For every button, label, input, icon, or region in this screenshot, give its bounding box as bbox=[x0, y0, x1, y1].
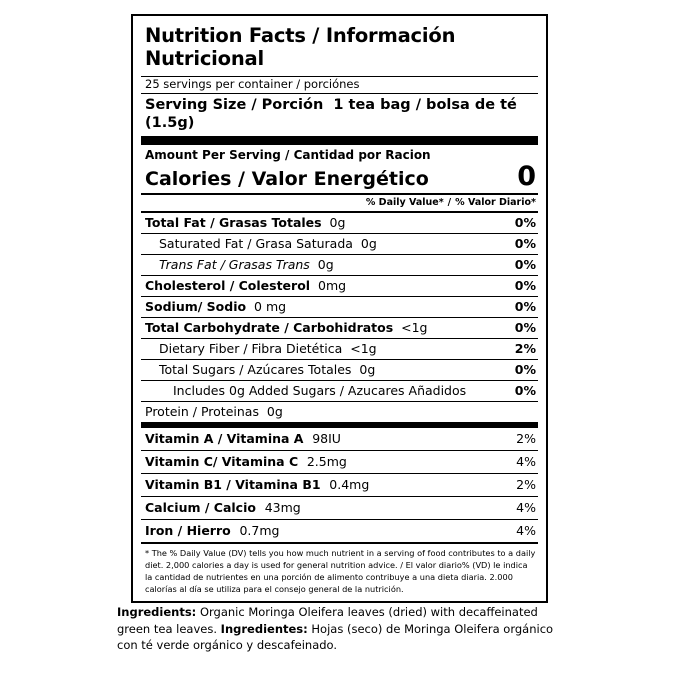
nutrient-amount: 0g bbox=[329, 215, 346, 231]
nutrient-name bbox=[145, 320, 507, 335]
ingredients-label-en: Ingredients: bbox=[117, 605, 197, 619]
nutrient-row bbox=[141, 255, 538, 275]
nutrient-amount: <1g bbox=[401, 320, 428, 336]
nutrient-name bbox=[145, 215, 507, 230]
daily-value-header-en bbox=[366, 198, 444, 209]
vitamin-amount: 0.4mg bbox=[329, 477, 370, 493]
nutrient-label: Trans Fat / Grasas Trans bbox=[159, 257, 310, 273]
nutrient-name bbox=[173, 383, 507, 398]
nutrient-label: Includes 0g Added Sugars / Azucares Añadidos bbox=[173, 383, 467, 399]
nutrient-amount: <1g bbox=[350, 341, 377, 357]
vitamin-pct: 4% bbox=[516, 454, 536, 470]
nutrient-label: Total Carbohydrate / Carbohidratos bbox=[145, 320, 394, 336]
vitamin-row bbox=[141, 520, 538, 542]
vitamin-pct: 2% bbox=[516, 431, 536, 447]
thick-divider bbox=[141, 136, 538, 145]
nutrient-amount: 0g bbox=[359, 362, 376, 378]
nutrient-pct: 0% bbox=[514, 257, 536, 273]
daily-value-footnote: * The % Daily Value (DV) tells you how much nutrient in a serving of food contributes to a daily diet. 2,000 calories a day is used for general nutrition advice. / El valor diario% (VD) le indica la cantidad de nutrientes en una porción de alimento contribuye a una dieta diaria. 2.000 calorías al día se utiliza para el consejo general de la nutrición. bbox=[145, 547, 536, 594]
calories-row bbox=[141, 160, 538, 193]
serving-size-row bbox=[141, 94, 538, 136]
vitamin-name bbox=[145, 454, 508, 469]
vitamin-name bbox=[145, 523, 508, 538]
nutrient-name bbox=[145, 299, 507, 314]
nutrient-amount: 0 mg bbox=[254, 299, 287, 315]
nutrient-row bbox=[141, 339, 538, 359]
vitamin-label: Vitamin A / Vitamina A bbox=[145, 431, 304, 447]
vitamin-row bbox=[141, 474, 538, 496]
vitamin-label: Vitamin B1 / Vitamina B1 bbox=[145, 477, 321, 493]
nutrient-row bbox=[141, 213, 538, 233]
vitamin-pct: 2% bbox=[516, 477, 536, 493]
nutrient-row bbox=[141, 360, 538, 380]
nutrient-name bbox=[159, 362, 507, 377]
nutrient-pct: 0% bbox=[514, 278, 536, 294]
vitamin-row bbox=[141, 451, 538, 473]
nutrient-pct: 0% bbox=[514, 320, 536, 336]
nutrient-row bbox=[141, 402, 538, 422]
nutrient-row bbox=[141, 234, 538, 254]
nutrient-pct: 0% bbox=[514, 299, 536, 315]
vitamin-pct: 4% bbox=[516, 500, 536, 516]
nutrient-amount: 0mg bbox=[318, 278, 347, 294]
nutrient-label: Total Sugars / Azúcares Totales bbox=[159, 362, 352, 378]
ingredients-section bbox=[117, 604, 562, 654]
nutrient-name bbox=[145, 278, 507, 293]
vitamin-name bbox=[145, 431, 508, 446]
ingredients-label-es: Ingredientes: bbox=[220, 621, 308, 636]
vitamin-name bbox=[145, 500, 508, 515]
vitamin-row bbox=[141, 497, 538, 519]
dv-es-text: % Valor Diario* bbox=[455, 196, 536, 208]
vitamin-amount: 43mg bbox=[264, 500, 301, 516]
nutrient-pct: 0% bbox=[514, 383, 536, 399]
nutrient-row bbox=[141, 297, 538, 317]
nutrient-label: Cholesterol / Colesterol bbox=[145, 278, 311, 294]
nutrient-label: Sodium/ Sodio bbox=[145, 299, 247, 315]
nutrient-label: Dietary Fiber / Fibra Dietética bbox=[159, 341, 343, 357]
vitamin-amount: 2.5mg bbox=[306, 454, 347, 470]
serving-size-value: 1 tea bag / bolsa de té (1.5g) bbox=[145, 97, 517, 131]
amount-per-serving: Amount Per Serving / Cantidad por Racion bbox=[145, 147, 431, 162]
daily-value-header-es bbox=[455, 198, 536, 209]
nutrient-name bbox=[159, 341, 507, 356]
daily-value-header bbox=[141, 195, 538, 211]
page-title: Nutrition Facts / Información Nutricional bbox=[145, 24, 456, 71]
nutrient-amount: 0g bbox=[360, 236, 377, 252]
vitamin-label: Vitamin C/ Vitamina C bbox=[145, 454, 299, 470]
nutrient-amount: 0g bbox=[266, 404, 283, 420]
nutrient-label: Saturated Fat / Grasa Saturada bbox=[159, 236, 353, 252]
nutrient-label: Protein / Proteinas bbox=[145, 404, 259, 420]
nutrient-row bbox=[141, 318, 538, 338]
nutrient-label: Total Fat / Grasas Totales bbox=[145, 215, 322, 231]
nutrient-pct: 0% bbox=[514, 215, 536, 231]
nutrient-pct: 0% bbox=[514, 236, 536, 252]
nutrient-row bbox=[141, 276, 538, 296]
calories-value: 0 bbox=[517, 160, 536, 192]
ingredients-text-en: Organic Moringa Oleifera leaves (dried) with decaffeinated green tea leaves. bbox=[117, 605, 538, 636]
nutrient-name bbox=[159, 236, 507, 251]
vitamin-pct: 4% bbox=[516, 523, 536, 539]
vitamin-row bbox=[141, 428, 538, 450]
dv-en-text: % Daily Value* bbox=[365, 196, 444, 208]
serving-size-label: Serving Size / Porción bbox=[145, 97, 324, 114]
vitamin-amount: 98IU bbox=[312, 431, 341, 447]
nutrient-amount: 0g bbox=[317, 257, 334, 273]
nutrient-name bbox=[159, 257, 507, 272]
servings-per-container: 25 servings per container / porciónes bbox=[145, 76, 360, 91]
ingredients-text-es: Hojas (seco) de Moringa Oleifera orgánico con té verde orgánico y descafeinado. bbox=[117, 621, 554, 653]
daily-value-separator: / bbox=[447, 196, 452, 208]
nutrient-pct: 2% bbox=[514, 341, 536, 357]
vitamin-label: Iron / Hierro bbox=[145, 523, 231, 539]
nutrient-row bbox=[141, 381, 538, 401]
calories-label: Calories / Valor Energético bbox=[145, 168, 429, 190]
nutrient-name bbox=[145, 404, 528, 419]
nutrient-pct: 0% bbox=[514, 362, 536, 378]
vitamin-amount: 0.7mg bbox=[239, 523, 280, 539]
nutrition-facts-panel bbox=[131, 14, 548, 603]
vitamin-name bbox=[145, 477, 508, 492]
vitamin-label: Calcium / Calcio bbox=[145, 500, 256, 516]
